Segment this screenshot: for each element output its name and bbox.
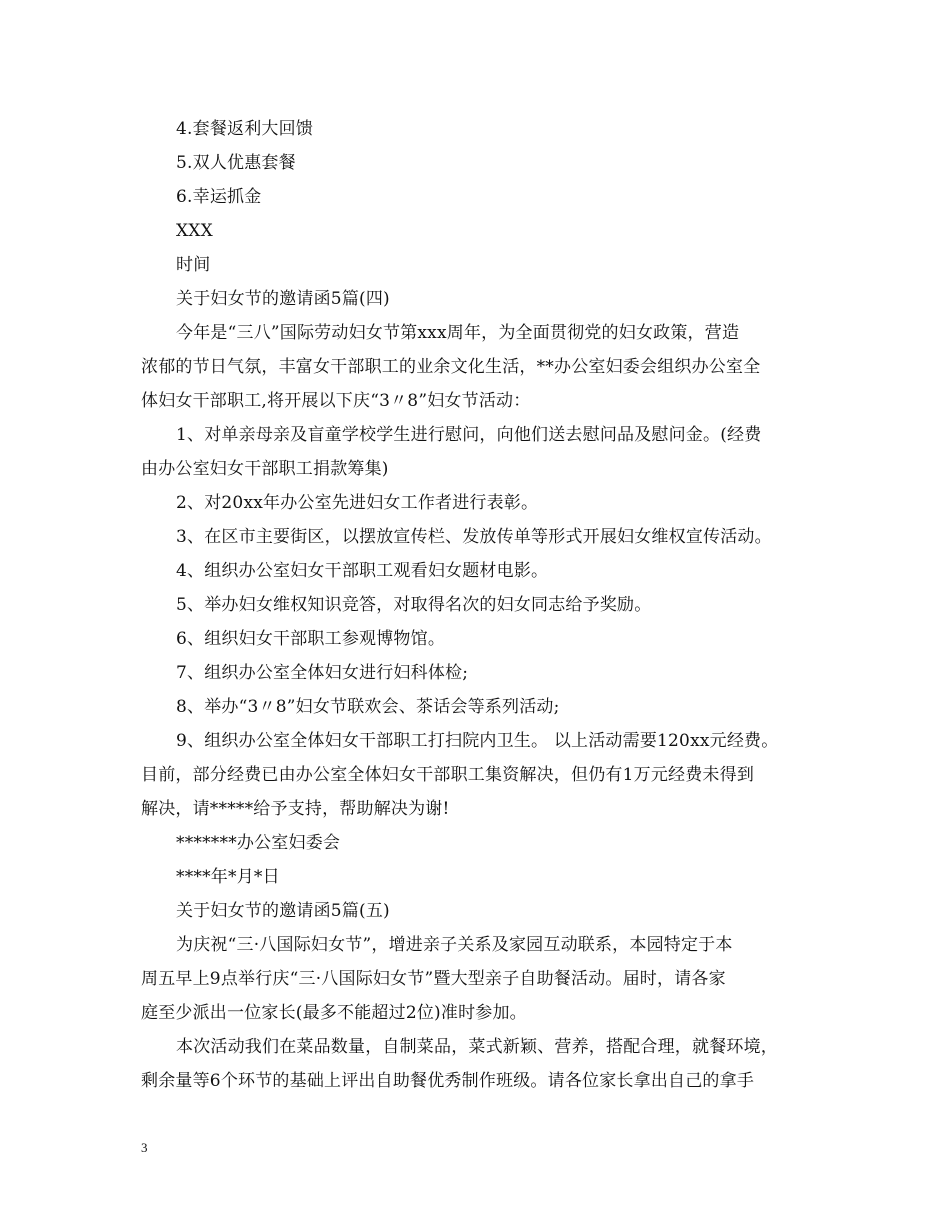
document-body bbox=[141, 112, 821, 1098]
paragraph-line: 本次活动我们在菜品数量，自制菜品，菜式新颖、营养，搭配合理，就餐环境， bbox=[176, 1037, 778, 1057]
paragraph-line: 浓郁的节日气氛，丰富女干部职工的业余文化生活，**办公室妇委会组织办公室全 bbox=[141, 357, 761, 377]
list-item: 1、对单亲母亲及盲童学校学生进行慰问，向他们送去慰问品及慰问金。(经费 bbox=[176, 425, 762, 445]
paragraph-line: 周五早上9点举行庆“三·八国际妇女节”暨大型亲子自助餐活动。届时，请各家 bbox=[141, 969, 726, 989]
text-line: 时间 bbox=[176, 255, 211, 275]
paragraph-line: 为庆祝“三·八国际妇女节”，增进亲子关系及家园互动联系，本园特定于本 bbox=[176, 935, 733, 955]
paragraph-line: 今年是“三八”国际劳动妇女节第xxx周年，为全面贯彻党的妇女政策，营造 bbox=[176, 323, 740, 343]
paragraph-line: 解决，请*****给予支持，帮助解决为谢! bbox=[141, 799, 450, 819]
list-item: 6、组织妇女干部职工参观博物馆。 bbox=[176, 629, 446, 649]
section-heading: 关于妇女节的邀请函5篇(五) bbox=[176, 901, 390, 921]
text-line: 4.套餐返利大回馈 bbox=[176, 119, 314, 139]
paragraph-line: 目前，部分经费已由办公室全体妇女干部职工集资解决，但仍有1万元经费未得到 bbox=[141, 765, 755, 785]
list-item: 8、举办“3〃8”妇女节联欢会、茶话会等系列活动; bbox=[176, 697, 560, 717]
text-line: 6.幸运抓金 bbox=[176, 187, 262, 207]
text-line: 5.双人优惠套餐 bbox=[176, 153, 296, 173]
list-item: 4、组织办公室妇女干部职工观看妇女题材电影。 bbox=[176, 561, 549, 581]
list-item: 3、在区市主要街区，以摆放宣传栏、发放传单等形式开展妇女维权宣传活动。 bbox=[176, 527, 772, 547]
paragraph-line: 剩余量等6个环节的基础上评出自助餐优秀制作班级。请各位家长拿出自己的拿手 bbox=[141, 1071, 755, 1091]
signature-line: *******办公室妇委会 bbox=[176, 833, 341, 853]
paragraph-line: 庭至少派出一位家长(最多不能超过2位)准时参加。 bbox=[141, 1003, 527, 1023]
section-heading: 关于妇女节的邀请函5篇(四) bbox=[176, 289, 390, 309]
text-line: XXX bbox=[176, 221, 213, 241]
date-line: ****年*月*日 bbox=[176, 867, 280, 887]
page-number: 3 bbox=[141, 1140, 148, 1155]
list-item: 7、组织办公室全体妇女进行妇科体检; bbox=[176, 663, 469, 683]
paragraph-line: 体妇女干部职工,将开展以下庆“3〃8”妇女节活动： bbox=[141, 391, 531, 411]
list-item-continuation: 由办公室妇女干部职工捐款筹集) bbox=[141, 459, 389, 479]
list-item: 2、对20xx年办公室先进妇女工作者进行表彰。 bbox=[176, 493, 539, 513]
list-item: 5、举办妇女维权知识竞答，对取得名次的妇女同志给予奖励。 bbox=[176, 595, 652, 615]
list-item: 9、组织办公室全体妇女干部职工打扫院内卫生。 以上活动需要120xx元经费。 bbox=[176, 731, 779, 751]
